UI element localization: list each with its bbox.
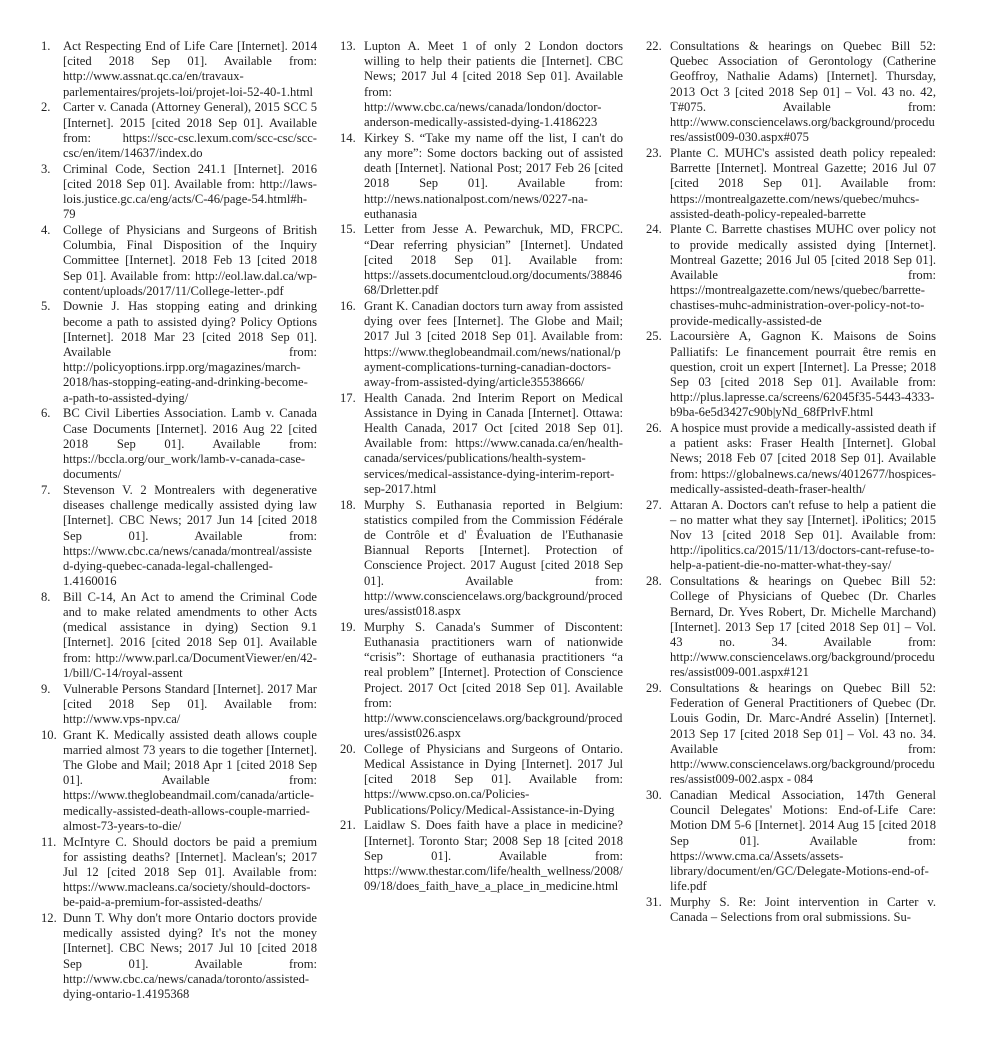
reference-number: 28. — [646, 574, 662, 589]
reference-text: A hospice must provide a medically-assisted death if a patient asks: Fraser Health [Internet]. Global News; 2018 Feb 07 [cited 2018 Sep 01]. Available from: https://globalnews.ca/news/4012677/hospices-medically-assisted-death-fraser-health/ — [670, 421, 936, 496]
reference-number: 6. — [41, 406, 51, 421]
reference-number: 13. — [340, 39, 356, 53]
reference-text: Vulnerable Persons Standard [Internet]. 2017 Mar [cited 2018 Sep 01]. Available from: http://www.vps-npv.ca/ — [63, 681, 317, 726]
reference-text: Plante C. Barrette chastises MUHC over policy not to provide medically assisted dying [Internet]. Montreal Gazette; 2016 Jul 05 [cited 2018 Sep 01]. Available from: https://montrealgazette.com/news/quebec/barrette-chastises-muhc-administration-over-policy-not-to-provide-medically-assisted-de — [670, 222, 936, 328]
reference-text: Kirkey S. “Take my name off the list, I can't do any more”: Some doctors backing out of assisted death [Internet]. National Post; 2017 Feb 26 [cited 2018 Sep 01]. Available from: http://news.nationalpost.com/news/0227-na-euthanasia — [364, 130, 623, 221]
reference-text: Consultations & hearings on Quebec Bill 52: Quebec Association of Gerontology (Catherine Geoffroy, Nathalie Adams) [Internet]. Thursday, 2013 Oct 3 [cited 2018 Sep 01] – Vol. 43 no. 42, T#075. Available from: http://www.consciencelaws.org/background/procedures/assist009-030.aspx#075 — [670, 39, 936, 145]
reference-text: Lacoursière A, Gagnon K. Maisons de Soins Palliatifs: Le financement pourrait être remis en question, croit un expert [Internet]. La Presse; 2018 Sep 03 [cited 2018 Sep 01]. Available from: http://plus.lapresse.ca/screens/62045f35-5443-4333-b9ba-6e5d3427c90b|yNd_68fPrlvF.html — [670, 329, 936, 420]
reference-number: 2. — [41, 100, 51, 115]
reference-column-3 — [646, 39, 936, 926]
reference-text: College of Physicians and Surgeons of British Columbia, Final Disposition of the Inquiry Committee [Internet]. 2018 Feb 13 [cited 2018 Sep 01]. Available from: http://eol.law.dal.ca/wp-content/uploads/2017/11/College-letter-.pdf — [63, 222, 317, 298]
reference-text: McIntyre C. Should doctors be paid a premium for assisting deaths? [Internet]. Maclean's; 2017 Jul 12 [cited 2018 Sep 01]. Available from: https://www.macleans.ca/society/should-doctors-be-paid-a-premium-for-assisted-deaths/ — [63, 834, 317, 910]
reference-number: 14. — [340, 130, 356, 145]
reference-number: 25. — [646, 329, 662, 344]
reference-item — [41, 162, 317, 223]
reference-text: Grant K. Medically assisted death allows couple married almost 73 years to die together [Internet]. The Globe and Mail; 2018 Apr 1 [cited 2018 Sep 01]. Available from: https://www.theglobeandmail.com/canada/article-medically-assisted-death-allows-couple-married-almost-73-years-to-die/ — [63, 727, 317, 833]
reference-item — [646, 39, 936, 145]
reference-number: 30. — [646, 787, 662, 802]
reference-list — [41, 39, 317, 1002]
reference-number: 7. — [41, 482, 51, 497]
reference-number: 27. — [646, 497, 662, 512]
reference-text: Downie J. Has stopping eating and drinking become a path to assisted dying? Policy Options [Internet]. 2018 Mar 23 [cited 2018 Sep 01]. Available from: http://policyoptions.irpp.org/magazines/march-2018/has-stopping-eating-and-drinking-become-a-path-to-assisted-dying/ — [63, 299, 317, 405]
reference-number: 26. — [646, 421, 662, 436]
reference-number: 23. — [646, 145, 662, 160]
reference-number: 9. — [41, 681, 51, 696]
reference-list — [646, 39, 936, 925]
reference-item — [41, 835, 317, 911]
reference-text: Consultations & hearings on Quebec Bill 52: College of Physicians of Quebec (Dr. Charles Bernard, Dr. Yves Robert, Dr. Michelle Marchand) [Internet]. 2013 Sep 17 [cited 2018 Sep 01] – Vol. 43 no. 34. Available from: http://www.consciencelaws.org/background/procedures/assist009-001.aspx#121 — [670, 574, 936, 680]
reference-number: 18. — [340, 497, 356, 512]
reference-text: Attaran A. Doctors can't refuse to help a patient die – no matter what they say [Internet]. iPolitics; 2015 Nov 13 [cited 2018 Sep 01]. Available from: http://ipolitics.ca/2015/11/13/doctors-cant-refuse-to-help-a-patient-die-no-matter-what-they-say/ — [670, 497, 936, 573]
reference-item — [41, 590, 317, 681]
reference-number: 21. — [340, 818, 356, 833]
reference-text: Letter from Jesse A. Pewarchuk, MD, FRCPC. “Dear referring physician” [Internet]. Undated [cited 2018 Sep 01]. Available from: https://assets.documentcloud.org/documents/3884668/Drletter.pdf — [364, 222, 623, 298]
reference-item — [340, 299, 623, 390]
reference-item — [41, 728, 317, 834]
reference-text: Bill C-14, An Act to amend the Criminal Code and to make related amendments to other Acts (medical assistance in dying) Section 9.1 [Internet]. 2016 [cited 2018 Sep 01]. Available from: http://www.parl.ca/DocumentViewer/en/42-1/bill/C-14/royal-assent — [63, 589, 317, 680]
reference-text: Lupton A. Meet 1 of only 2 London doctors willing to help their patients die [Internet]. CBC News; 2017 Jul 4 [cited 2018 Sep 01]. Available from: http://www.cbc.ca/news/canada/london/doctor-anderson-medically-assisted-dying-1.4186223 — [364, 39, 623, 130]
reference-column-2 — [340, 39, 623, 895]
reference-text: Stevenson V. 2 Montrealers with degenerative diseases challenge medically assisted dying law [Internet]. CBC News; 2017 Jun 14 [cited 2018 Sep 01]. Available from: https://www.cbc.ca/news/canada/montreal/assisted-dying-quebec-canada-legal-challenged-1.4160016 — [63, 482, 317, 589]
reference-number: 11. — [41, 834, 57, 849]
reference-number: 17. — [340, 390, 356, 405]
reference-text: Canadian Medical Association, 147th General Council Delegates' Motions: End-of-Life Care: Motion DM 5-6 [Internet]. 2014 Aug 15 [cited 2018 Sep 01]. Available from: https://www.cma.ca/Assets/assets-library/document/en/GC/Delegate-Motions-end-of-life.pdf — [670, 787, 936, 894]
reference-list — [340, 39, 623, 894]
reference-column-1 — [41, 39, 317, 1003]
reference-item — [646, 421, 936, 497]
reference-item — [41, 406, 317, 482]
reference-number: 22. — [646, 39, 662, 53]
reference-item — [41, 100, 317, 161]
reference-text: Murphy S. Euthanasia reported in Belgium: statistics compiled from the Commission Fédérale de Contrôle et d' Évaluation de l'Euthanasie Biannual Reports [Internet]. Protection of Conscience Project. 2017 August [cited 2018 Sep 01]. Available from: http://www.consciencelaws.org/background/procedures/assist018.aspx — [364, 497, 623, 619]
reference-item — [340, 222, 623, 298]
reference-item — [646, 329, 936, 420]
reference-number: 29. — [646, 681, 662, 696]
reference-item — [646, 146, 936, 222]
reference-text: Murphy S. Canada's Summer of Discontent: Euthanasia practitioners warn of nationwide “crisis”: Shortage of euthanasia practitioners “a real problem” [Internet]. Protection of Conscience Project. 2017 Oct [cited 2018 Sep 01]. Available from: http://www.consciencelaws.org/background/procedures/assist026.aspx — [364, 619, 623, 741]
reference-item — [41, 39, 317, 100]
reference-text: Grant K. Canadian doctors turn away from assisted dying over fees [Internet]. The Globe and Mail; 2017 Jul 3 [cited 2018 Sep 01]. Available from: https://www.theglobeandmail.com/news/national/payment-complications-turning-canadian-doctors-away-from-assisted-dying/article35538666/ — [364, 298, 623, 389]
reference-text: College of Physicians and Surgeons of Ontario. Medical Assistance in Dying [Internet]. 2017 Jul [cited 2018 Sep 01]. Available from: https://www.cpso.on.ca/Policies-Publications/Policy/Medical-Assistance-in-Dying — [364, 741, 623, 817]
reference-number: 8. — [41, 589, 51, 604]
reference-number: 3. — [41, 161, 51, 176]
reference-text: Dunn T. Why don't more Ontario doctors provide medically assisted dying? It's not the money [Internet]. CBC News; 2017 Jul 10 [cited 2018 Sep 01]. Available from: http://www.cbc.ca/news/canada/toronto/assisted-dying-ontario-1.4195368 — [63, 911, 317, 1002]
reference-item — [646, 574, 936, 680]
reference-item — [646, 498, 936, 574]
reference-number: 1. — [41, 39, 51, 53]
reference-item — [646, 681, 936, 787]
reference-item — [340, 131, 623, 222]
reference-text: BC Civil Liberties Association. Lamb v. Canada Case Documents [Internet]. 2016 Aug 22 [cited 2018 Sep 01]. Available from: https://bccla.org/our_work/lamb-v-canada-case-documents/ — [63, 406, 317, 482]
reference-item — [340, 620, 623, 742]
reference-number: 10. — [41, 727, 57, 742]
reference-item — [646, 895, 936, 925]
reference-number: 24. — [646, 222, 662, 237]
reference-item — [41, 911, 317, 1002]
reference-item — [646, 222, 936, 328]
reference-number: 12. — [41, 911, 57, 926]
reference-text: Plante C. MUHC's assisted death policy repealed: Barrette [Internet]. Montreal Gazette; 2016 Jul 07 [cited 2018 Sep 01]. Available from: https://montrealgazette.com/news/quebec/muhcs-assisted-death-policy-repealed-barrette — [670, 145, 936, 221]
reference-item — [340, 39, 623, 130]
reference-number: 19. — [340, 619, 356, 634]
reference-text: Act Respecting End of Life Care [Internet]. 2014 [cited 2018 Sep 01]. Available from: http://www.assnat.qc.ca/en/travaux-parlementaires/projets-loi/projet-loi-52-40-1.html — [63, 39, 317, 99]
reference-text: Health Canada. 2nd Interim Report on Medical Assistance in Dying in Canada [Internet]. Ottawa: Health Canada, 2017 Oct [cited 2018 Sep 01]. Available from: https://www.canada.ca/en/health-canada/services/publications/health-system-services/medical-assistance-dying-interim-report-sep-2017.html — [364, 390, 623, 496]
reference-text: Murphy S. Re: Joint intervention in Carter v. Canada – Selections from oral submissions. Su- — [670, 894, 936, 925]
reference-number: 31. — [646, 894, 662, 909]
reference-item — [41, 299, 317, 405]
reference-number: 5. — [41, 299, 51, 314]
reference-number: 15. — [340, 222, 356, 237]
reference-item — [340, 818, 623, 894]
reference-text: Consultations & hearings on Quebec Bill 52: Federation of General Practitioners of Quebec (Dr. Louis Godin, Dr. Marc-André Asselin) [Internet]. 2013 Sep 17 [cited 2018 Sep 01] – Vol. 43 no. 34. Available from: http://www.consciencelaws.org/background/procedures/assist009-002.aspx - 084 — [670, 681, 936, 787]
reference-item — [41, 223, 317, 299]
reference-item — [340, 498, 623, 620]
reference-item — [340, 391, 623, 497]
reference-item — [41, 483, 317, 589]
reference-text: Criminal Code, Section 241.1 [Internet]. 2016 [cited 2018 Sep 01]. Available from: http://laws-lois.justice.gc.ca/eng/acts/C-46/page-54.html#h-79 — [63, 161, 317, 222]
reference-number: 4. — [41, 222, 51, 237]
reference-text: Laidlaw S. Does faith have a place in medicine? [Internet]. Toronto Star; 2008 Sep 18 [cited 2018 Sep 01]. Available from: https://www.thestar.com/life/health_wellness/2008/09/18/does_faith_have_a_place_in_medicine.html — [364, 818, 623, 894]
reference-number: 20. — [340, 741, 356, 756]
reference-number: 16. — [340, 298, 356, 313]
reference-item — [41, 682, 317, 728]
reference-item — [646, 788, 936, 894]
reference-text: Carter v. Canada (Attorney General), 2015 SCC 5 [Internet]. 2015 [cited 2018 Sep 01]. Available from: https://scc-csc.lexum.com/scc-csc/scc-csc/en/item/14637/index.do — [63, 100, 317, 160]
reference-item — [340, 742, 623, 818]
